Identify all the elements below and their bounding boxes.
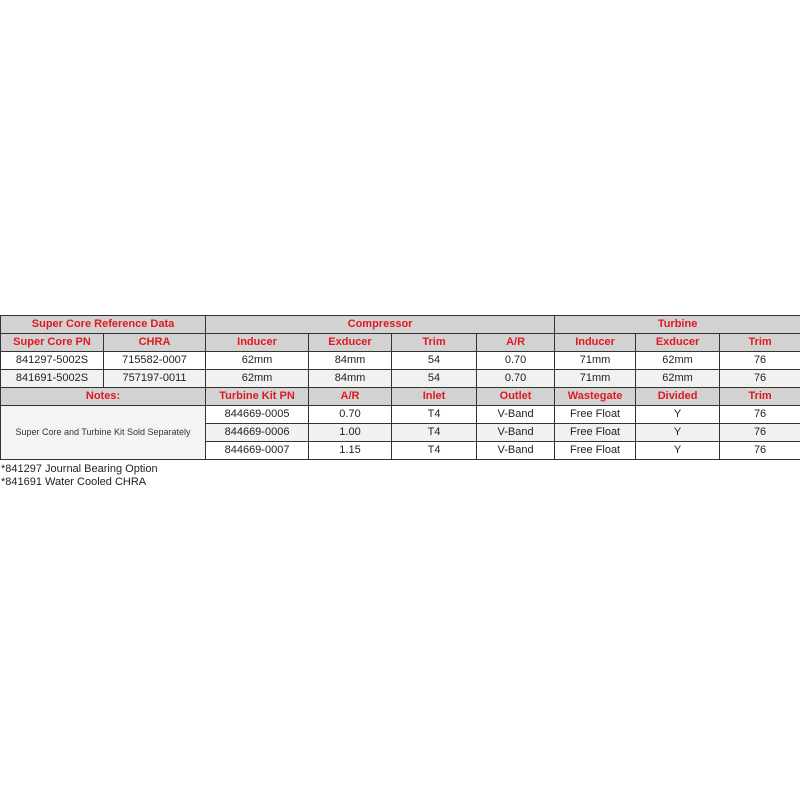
table-cell: 0.70 <box>477 352 555 370</box>
table-cell: 844669-0007 <box>206 442 309 460</box>
table-cell: 76 <box>720 442 800 460</box>
column-header: Trim <box>720 388 800 406</box>
turbine-header: Turbine <box>555 316 800 334</box>
column-header: Inducer <box>206 334 309 352</box>
table-cell: Y <box>636 406 720 424</box>
column-header: CHRA <box>104 334 206 352</box>
table-cell: 71mm <box>555 370 636 388</box>
table-cell: Y <box>636 442 720 460</box>
column-header: Exducer <box>636 334 720 352</box>
footnote: *841297 Journal Bearing Option <box>1 463 158 475</box>
column-header: Inducer <box>555 334 636 352</box>
table-cell: 844669-0005 <box>206 406 309 424</box>
column-header: Inlet <box>392 388 477 406</box>
super-core-reference-header: Super Core Reference Data <box>1 316 206 334</box>
column-header: Trim <box>720 334 800 352</box>
table-cell: 844669-0006 <box>206 424 309 442</box>
notes-label: Notes: <box>1 388 206 406</box>
table-cell: Y <box>636 424 720 442</box>
column-header-row <box>1 334 800 352</box>
table-cell: 841691-5002S <box>1 370 104 388</box>
column-header: Wastegate <box>555 388 636 406</box>
table-cell: 62mm <box>636 370 720 388</box>
table-cell: 76 <box>720 424 800 442</box>
table-cell: T4 <box>392 406 477 424</box>
table-cell: V-Band <box>477 442 555 460</box>
footnote: *841691 Water Cooled CHRA <box>1 476 147 488</box>
table-cell: Free Float <box>555 424 636 442</box>
table-cell: 62mm <box>636 352 720 370</box>
column-header: Divided <box>636 388 720 406</box>
table-cell: 1.00 <box>309 424 392 442</box>
table-cell: 54 <box>392 370 477 388</box>
table-cell: 757197-0011 <box>104 370 206 388</box>
table-cell: 84mm <box>309 370 392 388</box>
super-core-table <box>0 315 800 460</box>
column-header: Outlet <box>477 388 555 406</box>
notes-text: Super Core and Turbine Kit Sold Separately <box>1 406 206 460</box>
table-cell: 0.70 <box>309 406 392 424</box>
compressor-header: Compressor <box>206 316 555 334</box>
table-cell: T4 <box>392 442 477 460</box>
table-cell: 76 <box>720 352 800 370</box>
table-cell: 54 <box>392 352 477 370</box>
table-cell: 841297-5002S <box>1 352 104 370</box>
table-cell: 1.15 <box>309 442 392 460</box>
column-header: A/R <box>309 388 392 406</box>
table-cell: V-Band <box>477 406 555 424</box>
table-cell: 84mm <box>309 352 392 370</box>
column-header: Super Core PN <box>1 334 104 352</box>
table-cell: Free Float <box>555 442 636 460</box>
table-cell: 0.70 <box>477 370 555 388</box>
column-header: Trim <box>392 334 477 352</box>
spec-sheet <box>0 315 800 489</box>
table-cell: 76 <box>720 370 800 388</box>
table-row <box>1 406 800 424</box>
table-cell: 62mm <box>206 352 309 370</box>
turbine-kit-header-row <box>1 388 800 406</box>
table-cell: 62mm <box>206 370 309 388</box>
column-header: Exducer <box>309 334 392 352</box>
table-row <box>1 370 800 388</box>
column-header: A/R <box>477 334 555 352</box>
table-cell: 715582-0007 <box>104 352 206 370</box>
table-cell: V-Band <box>477 424 555 442</box>
table-row <box>1 352 800 370</box>
table-cell: 71mm <box>555 352 636 370</box>
footnotes <box>0 463 800 489</box>
table-cell: T4 <box>392 424 477 442</box>
table-cell: 76 <box>720 406 800 424</box>
table-cell: Free Float <box>555 406 636 424</box>
group-header-row <box>1 316 800 334</box>
column-header: Turbine Kit PN <box>206 388 309 406</box>
